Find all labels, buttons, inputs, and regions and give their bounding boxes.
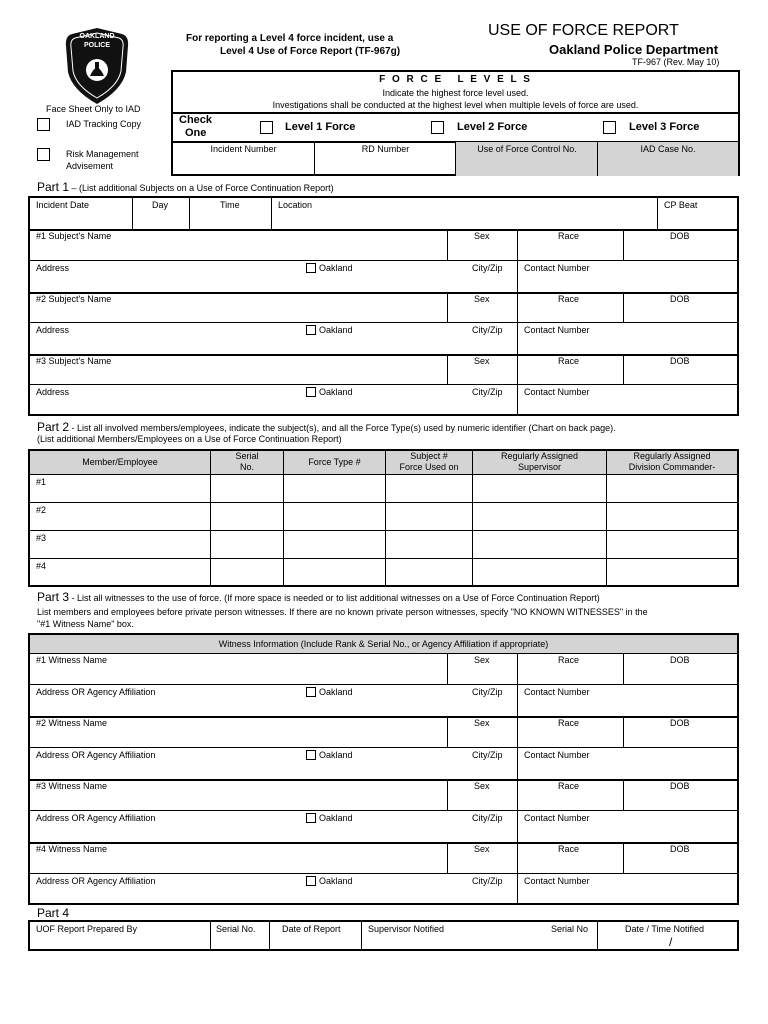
- commander-cell[interactable]: [607, 530, 739, 558]
- part3-note3: "#1 Witness Name" box.: [37, 619, 134, 629]
- iad-tracking-checkbox[interactable]: [37, 118, 50, 131]
- level1-label: Level 1 Force: [285, 121, 356, 133]
- level2-label: Level 2 Force: [457, 121, 528, 133]
- member-cell[interactable]: #1: [29, 474, 211, 502]
- force-type-cell[interactable]: [284, 474, 386, 502]
- table-row: [29, 558, 738, 586]
- table-row: [29, 502, 738, 530]
- time-label: Time: [220, 200, 240, 210]
- dob-label: DOB: [670, 294, 690, 304]
- witness-header: Witness Information (Include Rank & Serial No., or Agency Affiliation if appropriate): [30, 635, 737, 654]
- uof-control-field[interactable]: [455, 142, 598, 176]
- dob-label: DOB: [670, 356, 690, 366]
- incident-number-label: Incident Number: [210, 144, 277, 154]
- member-cell[interactable]: #2: [29, 502, 211, 530]
- address-label[interactable]: Address: [36, 263, 70, 273]
- witness2-name-label[interactable]: #2 Witness Name: [36, 718, 108, 728]
- table-row: [29, 530, 738, 558]
- contact-number-label[interactable]: Contact Number: [524, 387, 590, 397]
- subject-cell[interactable]: [386, 530, 473, 558]
- oakland-check[interactable]: Oakland: [306, 325, 353, 335]
- contact-number-label[interactable]: Contact Number: [524, 687, 590, 697]
- address-label[interactable]: Address: [36, 387, 70, 397]
- subject-cell[interactable]: [386, 474, 473, 502]
- subject2-name-label[interactable]: #2 Subject's Name: [36, 294, 112, 304]
- address-agency-label[interactable]: Address OR Agency Affiliation: [36, 687, 156, 697]
- city-zip-label: City/Zip: [472, 750, 503, 760]
- date-time-notified-label[interactable]: Date / Time Notified: [625, 924, 705, 934]
- race-label: Race: [558, 781, 580, 791]
- witness2-block: [30, 717, 737, 779]
- contact-number-label[interactable]: Contact Number: [524, 750, 590, 760]
- city-zip-label: City/Zip: [472, 876, 503, 886]
- address-agency-label[interactable]: Address OR Agency Affiliation: [36, 876, 156, 886]
- part1-heading: [37, 180, 334, 194]
- part1-table: [28, 196, 739, 416]
- sex-label: Sex: [474, 356, 490, 366]
- part3-table: [28, 633, 739, 905]
- face-sheet-note: Face Sheet Only to IAD: [46, 104, 141, 114]
- date-of-report-label[interactable]: Date of Report: [282, 924, 341, 934]
- level2-checkbox[interactable]: [431, 121, 444, 134]
- commander-cell[interactable]: [607, 474, 739, 502]
- oakland-checkbox[interactable]: [306, 750, 316, 760]
- risk-management-label-1: Risk Management: [66, 149, 139, 159]
- subject1-block: [30, 230, 737, 292]
- col-commander: Regularly Assigned Division Commander-: [607, 450, 739, 474]
- part4-heading: [37, 906, 69, 920]
- address-agency-label[interactable]: Address OR Agency Affiliation: [36, 813, 156, 823]
- serial-cell[interactable]: [211, 530, 284, 558]
- department-name: Oakland Police Department: [549, 42, 719, 57]
- oakland-checkbox[interactable]: [306, 813, 316, 823]
- race-label: Race: [558, 294, 580, 304]
- col-force-type: Force Type #: [284, 450, 386, 474]
- dob-label: DOB: [670, 655, 690, 665]
- oakland-check[interactable]: Oakland: [306, 687, 353, 697]
- part2-note2: (List additional Members/Employees on a Use of Force Continuation Report): [37, 434, 342, 444]
- dob-label: DOB: [670, 844, 690, 854]
- location-label: Location: [278, 200, 313, 210]
- serial-cell[interactable]: [211, 474, 284, 502]
- prepared-by-label[interactable]: UOF Report Prepared By: [36, 924, 138, 934]
- risk-management-checkbox[interactable]: [37, 148, 50, 161]
- col-subject: Subject # Force Used on: [386, 450, 473, 474]
- race-label: Race: [558, 655, 580, 665]
- oakland-check[interactable]: Oakland: [306, 387, 353, 397]
- part3-heading: [37, 590, 600, 604]
- supervisor-cell[interactable]: [473, 474, 607, 502]
- oakland-checkbox[interactable]: [306, 687, 316, 697]
- witness4-block: [30, 843, 737, 903]
- force-type-cell[interactable]: [284, 502, 386, 530]
- oakland-checkbox[interactable]: [306, 876, 316, 886]
- logo-text-mid: POLICE: [83, 42, 111, 49]
- serial-no-label[interactable]: Serial No.: [216, 924, 256, 934]
- form-title: USE OF FORCE REPORT: [488, 22, 679, 39]
- force-levels-line2: Investigations shall be conducted at the highest level when multiple levels of force are used.: [272, 100, 639, 110]
- race-label: Race: [558, 356, 580, 366]
- part4-title: Part 4: [37, 906, 70, 920]
- race-label: Race: [558, 231, 580, 241]
- subject-cell[interactable]: [386, 558, 473, 586]
- subject-cell[interactable]: [386, 502, 473, 530]
- part1-title: Part 1: [37, 180, 70, 194]
- city-zip-label: City/Zip: [472, 687, 503, 697]
- oakland-check[interactable]: Oakland: [306, 813, 353, 823]
- part2-note1: - List all involved members/employees, indicate the subject(s), and all the Force Type(s) used by numeric identifier (Chart on back page).: [69, 423, 616, 433]
- level3-label: Level 3 Force: [629, 121, 700, 133]
- force-type-cell[interactable]: [284, 558, 386, 586]
- sex-label: Sex: [474, 294, 490, 304]
- force-levels-box: [171, 70, 740, 176]
- day-label: Day: [152, 200, 169, 210]
- level1-checkbox[interactable]: [260, 121, 273, 134]
- city-zip-label: City/Zip: [472, 325, 503, 335]
- sex-label: Sex: [474, 231, 490, 241]
- part3-note2: List members and employees before private person witnesses. If there are no known private person witnesses, specify "NO KNOWN WITNESSES" in the: [37, 607, 648, 617]
- part2-heading: [37, 420, 616, 434]
- oakland-checkbox[interactable]: [306, 325, 316, 335]
- uof-control-label: Use of Force Control No.: [477, 144, 577, 154]
- witness1-block: [30, 653, 737, 716]
- col-member: Member/Employee: [29, 450, 211, 474]
- serial-cell[interactable]: [211, 502, 284, 530]
- contact-number-label[interactable]: Contact Number: [524, 876, 590, 886]
- iad-tracking-label: IAD Tracking Copy: [66, 119, 142, 129]
- oakland-check[interactable]: Oakland: [306, 750, 353, 760]
- risk-management-label-2: Advisement: [66, 161, 114, 171]
- sex-label: Sex: [474, 844, 490, 854]
- supervisor-notified-label[interactable]: Supervisor Notified: [368, 924, 445, 934]
- force-levels-title: F O R C E L E V E L S: [379, 74, 532, 85]
- city-zip-label: City/Zip: [472, 387, 503, 397]
- member-cell[interactable]: #3: [29, 530, 211, 558]
- iad-case-label: IAD Case No.: [640, 144, 696, 154]
- race-label: Race: [558, 718, 580, 728]
- witness4-name-label[interactable]: #4 Witness Name: [36, 844, 108, 854]
- subject1-name-label[interactable]: #1 Subject's Name: [36, 231, 112, 241]
- commander-cell[interactable]: [607, 502, 739, 530]
- sex-label: Sex: [474, 655, 490, 665]
- commander-cell[interactable]: [607, 558, 739, 586]
- witness3-name-label[interactable]: #3 Witness Name: [36, 781, 108, 791]
- date-time-separator: /: [669, 935, 673, 949]
- part4-table: [28, 920, 739, 951]
- level4-instruction-line1: For reporting a Level 4 force incident, use a: [186, 33, 394, 44]
- subject3-name-label[interactable]: #3 Subject's Name: [36, 356, 112, 366]
- city-zip-label: City/Zip: [472, 813, 503, 823]
- incident-number-field[interactable]: [173, 142, 314, 176]
- col-supervisor: Regularly Assigned Supervisor: [473, 450, 607, 474]
- contact-number-label[interactable]: Contact Number: [524, 325, 590, 335]
- logo-text-top: OAKLAND: [79, 33, 115, 40]
- supervisor-cell[interactable]: [473, 558, 607, 586]
- address-agency-label[interactable]: Address OR Agency Affiliation: [36, 750, 156, 760]
- force-levels-line1: Indicate the highest force level used.: [382, 88, 529, 98]
- serial-cell[interactable]: [211, 558, 284, 586]
- supervisor-cell[interactable]: [473, 530, 607, 558]
- subject3-block: [30, 355, 737, 415]
- dob-label: DOB: [670, 781, 690, 791]
- form-number: TF-967 (Rev. May 10): [632, 57, 720, 67]
- level4-instruction-line2: Level 4 Use of Force Report (TF-967g): [220, 46, 401, 57]
- dob-label: DOB: [670, 231, 690, 241]
- incident-date-label: Incident Date: [36, 200, 90, 210]
- part2-title: Part 2: [37, 420, 70, 434]
- sex-label: Sex: [474, 718, 490, 728]
- part2-table: [28, 449, 739, 587]
- oakland-checkbox[interactable]: [306, 263, 316, 273]
- witness1-name-label[interactable]: #1 Witness Name: [36, 655, 108, 665]
- sex-label: Sex: [474, 781, 490, 791]
- table-row: [29, 474, 738, 502]
- city-zip-label: City/Zip: [472, 263, 503, 273]
- contact-number-label[interactable]: Contact Number: [524, 813, 590, 823]
- rd-number-label: RD Number: [361, 144, 410, 154]
- contact-number-label[interactable]: Contact Number: [524, 263, 590, 273]
- member-cell[interactable]: #4: [29, 558, 211, 586]
- iad-case-field[interactable]: [597, 142, 738, 176]
- level3-checkbox[interactable]: [603, 121, 616, 134]
- force-type-cell[interactable]: [284, 530, 386, 558]
- check-one-label-1: Check: [179, 114, 213, 126]
- check-one-label-2: One: [185, 127, 207, 139]
- col-serial: Serial No.: [211, 450, 284, 474]
- part1-note: – (List additional Subjects on a Use of Force Continuation Report): [69, 183, 334, 193]
- supervisor-serial-label[interactable]: Serial No: [551, 924, 589, 934]
- supervisor-cell[interactable]: [473, 502, 607, 530]
- part3-note1: - List all witnesses to the use of force. (If more space is needed or to list additional witnesses on a Use of Force Continuation Report): [69, 593, 600, 603]
- subject2-block: [30, 293, 737, 354]
- witness3-block: [30, 780, 737, 842]
- oakland-check[interactable]: Oakland: [306, 876, 353, 886]
- dob-label: DOB: [670, 718, 690, 728]
- oakland-checkbox[interactable]: [306, 387, 316, 397]
- rd-number-field[interactable]: [314, 142, 456, 176]
- cp-beat-label: CP Beat: [664, 200, 698, 210]
- race-label: Race: [558, 844, 580, 854]
- address-label[interactable]: Address: [36, 325, 70, 335]
- part3-title: Part 3: [37, 590, 70, 604]
- oakland-check[interactable]: Oakland: [306, 263, 353, 273]
